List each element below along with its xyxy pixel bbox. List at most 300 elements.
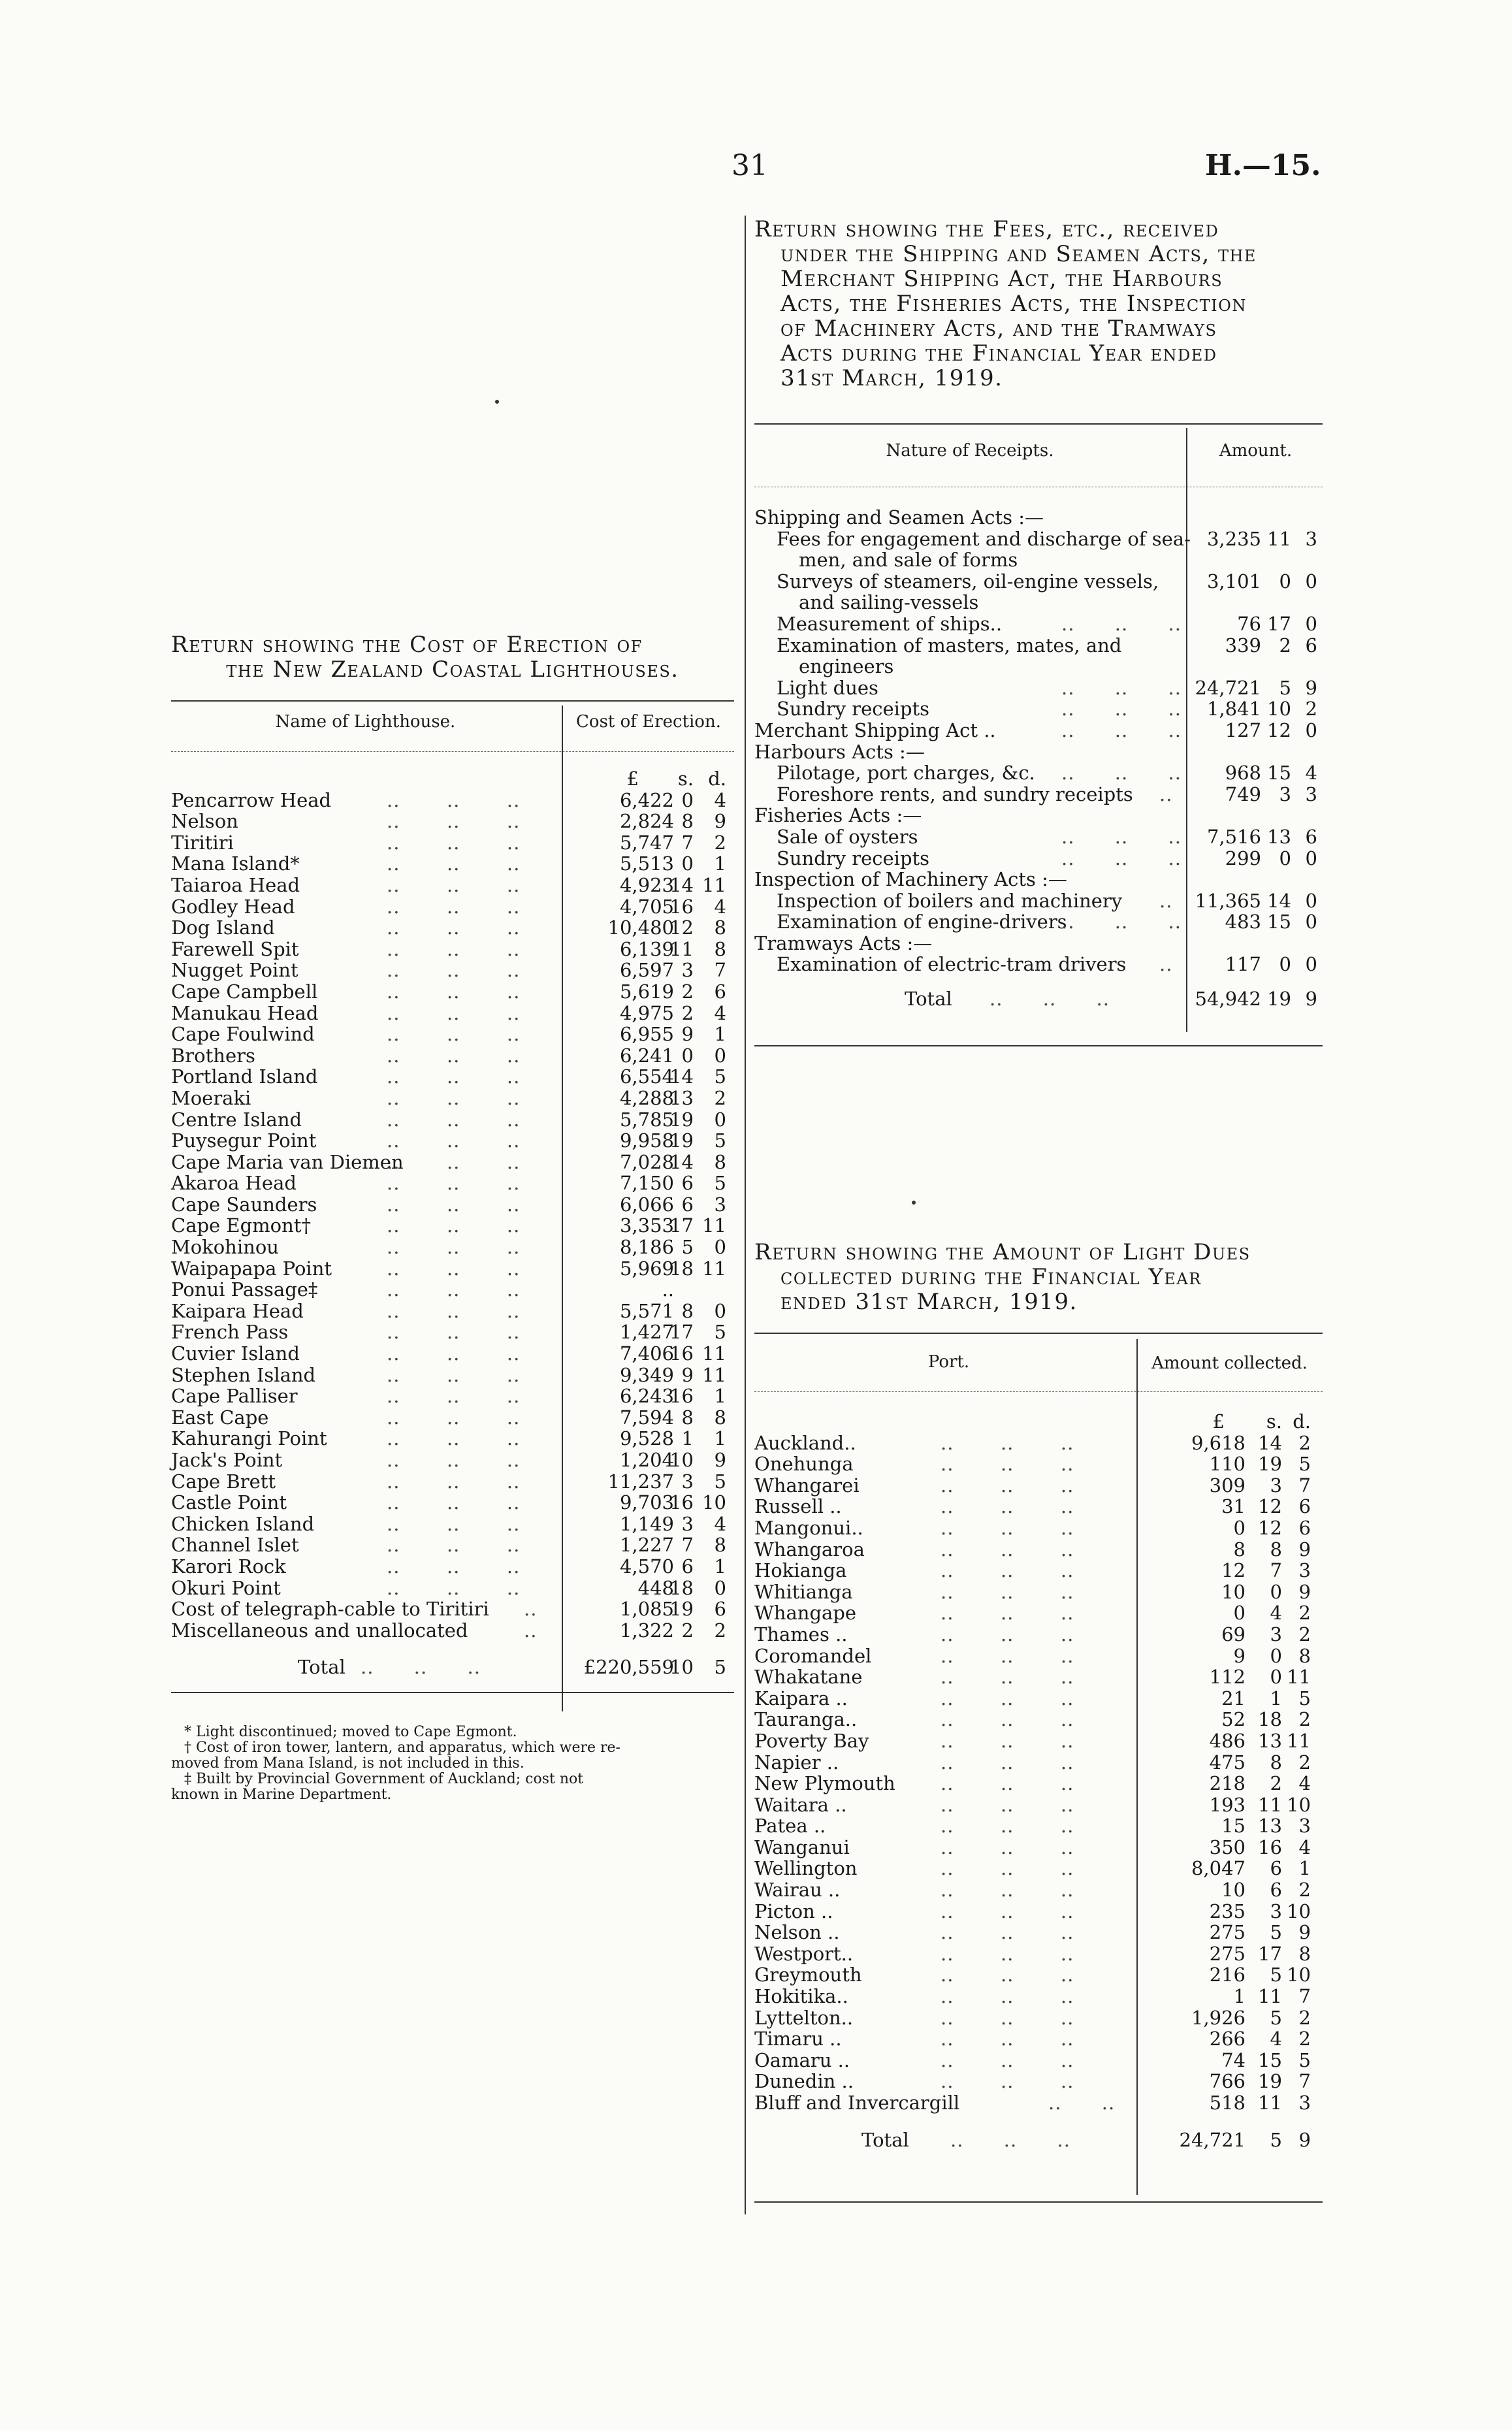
pounds-cell: 11,365 xyxy=(1195,889,1261,912)
table-row: Moeraki .. .. .. 4,288 13 2 xyxy=(171,1086,726,1109)
pounds-cell: 266 xyxy=(1209,2028,1246,2050)
pence-cell: 5 xyxy=(1298,2049,1311,2071)
table-row: Kaipara Head .. .. .. 5,571 8 0 xyxy=(171,1299,726,1322)
pence-cell: 11 xyxy=(1287,1666,1311,1689)
shillings-cell: 0 xyxy=(1270,1644,1282,1667)
pounds-cell: 9,958 xyxy=(619,1129,674,1152)
pounds-cell: 4,705 xyxy=(619,895,674,918)
shillings-cell: 0 xyxy=(681,788,694,811)
scan-speck xyxy=(495,400,499,404)
lighthouse-name: Cape Palliser xyxy=(171,1385,298,1408)
lighthouse-name: Karori Rock xyxy=(171,1555,286,1578)
shillings-cell: 16 xyxy=(669,895,694,918)
shillings-cell: 12 xyxy=(1267,719,1291,741)
lighthouse-name: Dog Island xyxy=(171,916,275,939)
shillings-cell: 6 xyxy=(1270,1857,1282,1880)
table-row: Hokianga .. .. .. 12 7 3 xyxy=(754,1559,1311,1582)
pounds-cell: 448 xyxy=(637,1576,674,1599)
port-name: Picton .. xyxy=(754,1900,833,1922)
table-row: Cape Saunders .. .. .. 6,066 6 3 xyxy=(171,1193,726,1216)
receipt-description: Examination of engine-drivers xyxy=(777,911,1067,933)
shillings-cell: 11 xyxy=(1258,1793,1282,1816)
pounds-cell: 0 xyxy=(1233,1516,1246,1539)
pounds-cell: 5,619 xyxy=(619,980,674,1003)
port-name: Whangaroa xyxy=(754,1538,865,1561)
shillings-cell: 14 xyxy=(669,1150,694,1173)
shillings-cell: 4 xyxy=(1270,1602,1282,1625)
lighthouse-name: Miscellaneous and unallocated xyxy=(171,1619,468,1642)
pounds-cell: 4,923 xyxy=(619,873,674,896)
pence-cell: 6 xyxy=(1298,1495,1311,1518)
table-row: Dog Island .. .. .. 10,480 12 8 xyxy=(171,916,726,939)
table-row xyxy=(754,869,1323,890)
pence-cell: 2 xyxy=(1298,2028,1311,2050)
table-rule xyxy=(754,1391,1323,1392)
pence-cell: 9 xyxy=(1298,1580,1311,1603)
shillings-cell: 10 xyxy=(669,1449,694,1471)
table-row: Nelson .. .. .. 2,824 8 9 xyxy=(171,810,726,833)
pounds-cell: 193 xyxy=(1209,1793,1246,1816)
pence-cell: 3 xyxy=(1305,527,1317,550)
table-row xyxy=(754,592,1323,613)
port-name: Hokianga xyxy=(754,1559,847,1582)
shillings-cell: 14 xyxy=(669,873,694,896)
pounds-cell: 117 xyxy=(1225,953,1261,976)
lighthouse-name: Moeraki xyxy=(171,1086,251,1109)
table-row: Coromandel .. .. .. 9 0 8 xyxy=(754,1644,1311,1667)
fees-table-title: Return showing the Fees, etc., received under the Shipping and Seamen Acts, the Merchant Shipping Act, the Harbours Acts, the Fisheries Acts, the Inspection of Machinery Acts, and the Tramways Acts during the Financial Year ended 31st March, 1919. xyxy=(754,216,1257,391)
shillings-cell: 3 xyxy=(1270,1623,1282,1645)
shillings-cell: 6 xyxy=(681,1172,694,1195)
table-row: Portland Island .. .. .. 6,554 14 5 xyxy=(171,1065,726,1088)
lighthouse-name: Farewell Spit xyxy=(171,937,299,960)
total-label: Total xyxy=(298,1656,346,1679)
lighthouse-name: Manukau Head xyxy=(171,1001,319,1024)
table-row: Channel Islet .. .. .. 1,227 7 8 xyxy=(171,1534,726,1557)
pounds-cell: 9,703 xyxy=(619,1491,674,1514)
pence-cell: 0 xyxy=(714,1576,726,1599)
pence-cell: 0 xyxy=(1305,847,1317,869)
table-row: Tauranga.. .. .. .. 52 18 2 xyxy=(754,1708,1311,1731)
table-row: Cape Foulwind .. .. .. 6,955 9 1 xyxy=(171,1023,726,1046)
units-row: £ s. d. xyxy=(626,768,726,790)
shillings-cell: 3 xyxy=(1279,783,1291,805)
table-row: Westport.. .. .. .. 275 17 8 xyxy=(754,1942,1311,1965)
table-row: Godley Head .. .. .. 4,705 16 4 xyxy=(171,895,726,918)
shillings-cell: 17 xyxy=(1258,1942,1282,1965)
total-pounds: 54,942 xyxy=(1195,988,1261,1011)
pence-cell: 9 xyxy=(714,810,726,833)
table-row: Manukau Head .. .. .. 4,975 2 4 xyxy=(171,1001,726,1024)
port-name: Whakatane xyxy=(754,1666,863,1689)
pence-cell: 0 xyxy=(1305,953,1317,976)
shillings-cell: 3 xyxy=(681,959,694,982)
lighthouse-name: Waipapapa Point xyxy=(171,1257,332,1280)
table-row: Whitianga .. .. .. 10 0 9 xyxy=(754,1580,1311,1603)
lighthouse-name: French Pass xyxy=(171,1321,289,1344)
table-row: Ponui Passage‡ .. .. .. .. xyxy=(171,1278,674,1301)
lighthouse-name: Castle Point xyxy=(171,1491,287,1514)
pence-cell: 3 xyxy=(1298,1559,1311,1582)
table-row: Mana Island* .. .. .. 5,513 0 1 xyxy=(171,852,726,875)
receipt-description: Sundry receipts xyxy=(777,698,930,721)
lighthouse-name: Nelson xyxy=(171,810,238,833)
pounds-cell: 275 xyxy=(1209,1921,1246,1944)
table-row: Castle Point .. .. .. 9,703 16 10 xyxy=(171,1491,726,1514)
lighthouse-name: Stephen Island xyxy=(171,1363,316,1386)
table-row: Hokitika.. .. .. .. 1 11 7 xyxy=(754,1985,1311,2008)
lighthouse-name: Cape Egmont† xyxy=(171,1214,311,1237)
table-row xyxy=(754,635,1323,656)
shillings-cell: 7 xyxy=(681,831,694,854)
pence-cell: 5 xyxy=(714,1065,726,1088)
lighthouse-name: Ponui Passage‡ xyxy=(171,1278,318,1301)
footnotes xyxy=(171,1725,734,1803)
table-row xyxy=(754,528,1323,550)
pence-cell: 8 xyxy=(714,1406,726,1429)
pounds-cell: 31 xyxy=(1221,1495,1246,1518)
receipt-description: Sundry receipts xyxy=(777,847,930,869)
table-row xyxy=(754,571,1323,592)
shillings-cell: 12 xyxy=(1258,1495,1282,1518)
pence-cell: 2 xyxy=(1298,1708,1311,1731)
shillings-cell: 15 xyxy=(1267,911,1291,933)
table-row: Cuvier Island .. .. .. 7,406 16 11 xyxy=(171,1342,726,1365)
port-name: Onehunga xyxy=(754,1453,854,1476)
pence-cell: 5 xyxy=(714,1129,726,1152)
total-row: Total .. .. .. 24,721 5 9 xyxy=(861,2128,1311,2151)
table-rule xyxy=(754,1045,1323,1046)
receipt-description: Harbours Acts :— xyxy=(754,740,925,763)
table-row: Wairau .. .. .. .. 10 6 2 xyxy=(754,1879,1311,1902)
receipt-description: Tramways Acts :— xyxy=(754,932,933,954)
table-row xyxy=(754,549,1323,571)
shillings-cell: 13 xyxy=(669,1086,694,1109)
total-shillings: 5 xyxy=(1270,2128,1282,2151)
lighthouse-name: Cape Brett xyxy=(171,1470,276,1493)
table-row: Pilotage, port charges, &c. .. .. .. 968 15 4 xyxy=(754,762,1323,784)
port-name: Mangonui.. xyxy=(754,1516,863,1539)
table-row: Miscellaneous and unallocated .. 1,322 2 2 xyxy=(171,1619,726,1642)
shillings-cell: 17 xyxy=(1267,612,1291,635)
pence-cell: 5 xyxy=(714,1172,726,1195)
pence-cell: 11 xyxy=(702,1363,726,1386)
pence-cell: 0 xyxy=(714,1236,726,1259)
table-row: Timaru .. .. .. .. 266 4 2 xyxy=(754,2028,1311,2050)
pounds-cell: 1,204 xyxy=(619,1449,674,1471)
light-dues-table-title: Return showing the Amount of Light Dues collected during the Financial Year ended 31st March, 1919. xyxy=(754,1239,1251,1315)
port-name: Wairau .. xyxy=(754,1879,841,1902)
pounds-cell: 275 xyxy=(1209,1942,1246,1965)
pounds-cell: 7,516 xyxy=(1206,825,1261,848)
pounds-cell: 309 xyxy=(1209,1474,1246,1497)
lighthouse-name: Cape Saunders xyxy=(171,1193,317,1216)
shillings-cell: 0 xyxy=(1270,1580,1282,1603)
lighthouse-name: Mokohinou xyxy=(171,1236,279,1259)
table-row: Picton .. .. .. .. 235 3 10 xyxy=(754,1900,1311,1922)
table-row: Poverty Bay .. .. .. 486 13 11 xyxy=(754,1729,1311,1752)
pence-cell: 2 xyxy=(1298,2006,1311,2029)
shillings-cell: 0 xyxy=(681,1044,694,1067)
pounds-cell: 10,480 xyxy=(607,916,674,939)
pounds-cell: 3,235 xyxy=(1206,527,1261,550)
shillings-cell: 5 xyxy=(1279,676,1291,699)
pence-cell: 2 xyxy=(1298,1431,1311,1454)
pounds-cell: 4,975 xyxy=(619,1001,674,1024)
total-pence: 9 xyxy=(1298,2128,1311,2151)
shillings-cell: 16 xyxy=(669,1385,694,1408)
lighthouse-name: Cape Maria van Diemen xyxy=(171,1150,404,1173)
shillings-cell: 3 xyxy=(681,1512,694,1535)
table-row: Cape Brett .. .. .. 11,237 3 5 xyxy=(171,1470,726,1493)
lighthouse-name: Cost of telegraph-cable to Tiritiri xyxy=(171,1598,489,1621)
receipt-description: Fees for engagement and discharge of sea- xyxy=(777,527,1191,550)
shillings-cell: 19 xyxy=(1258,1453,1282,1476)
pence-cell: 1 xyxy=(714,1385,726,1408)
shillings-cell: 10 xyxy=(1267,698,1291,721)
pence-cell: 5 xyxy=(714,1470,726,1493)
pounds-cell: 7,594 xyxy=(619,1406,674,1429)
shillings-cell: 12 xyxy=(669,916,694,939)
pounds-cell: 2,824 xyxy=(619,810,674,833)
pounds-cell: 766 xyxy=(1209,2070,1246,2093)
port-name: Tauranga.. xyxy=(754,1708,858,1731)
lighthouse-name: Channel Islet xyxy=(171,1534,299,1557)
pounds-cell: 486 xyxy=(1209,1729,1246,1752)
pounds-cell: 9,349 xyxy=(619,1363,674,1386)
pence-cell: 6 xyxy=(1305,634,1317,656)
total-shillings: 10 xyxy=(669,1656,694,1679)
receipt-description: Examination of electric-tram drivers xyxy=(777,953,1127,976)
pounds-cell: 6,554 xyxy=(619,1065,674,1088)
table-row: Pencarrow Head .. .. .. 6,422 0 4 xyxy=(171,788,726,811)
pence-cell: 1 xyxy=(714,1427,726,1450)
col-header-nature: Nature of Receipts. xyxy=(886,441,1054,461)
pence-cell: 11 xyxy=(702,1214,726,1237)
shillings-cell: 15 xyxy=(1258,2049,1282,2071)
shillings-cell: 19 xyxy=(669,1108,694,1131)
pence-cell: 4 xyxy=(714,1001,726,1024)
footnote: * Light discontinued; moved to Cape Egmont. xyxy=(184,1724,517,1740)
pence-cell: 3 xyxy=(1298,1815,1311,1838)
pounds-cell: 5,571 xyxy=(619,1299,674,1322)
table-row: Whakatane .. .. .. 112 0 11 xyxy=(754,1666,1311,1689)
pence-cell: 0 xyxy=(1305,911,1317,933)
pence-cell: 2 xyxy=(1305,698,1317,721)
table-row: Centre Island .. .. .. 5,785 19 0 xyxy=(171,1108,726,1131)
lighthouse-table xyxy=(171,768,734,1678)
pence-cell: 4 xyxy=(1298,1772,1311,1795)
pence-cell: 8 xyxy=(714,937,726,960)
pence-cell: 7 xyxy=(1298,1474,1311,1497)
page-number: 31 xyxy=(732,149,768,182)
pounds-cell: 5,969 xyxy=(619,1257,674,1280)
pounds-cell: 6,243 xyxy=(619,1385,674,1408)
shillings-cell: 8 xyxy=(1270,1751,1282,1774)
table-row: Cape Maria van Diemen .. .. .. 7,028 14 8 xyxy=(171,1150,726,1173)
pence-cell: 4 xyxy=(714,788,726,811)
lighthouse-name: Akaroa Head xyxy=(171,1172,297,1195)
port-name: Dunedin .. xyxy=(754,2070,854,2093)
lighthouse-name: Tiritiri xyxy=(171,831,234,854)
table-row: French Pass .. .. .. 1,427 17 5 xyxy=(171,1321,726,1344)
col-header-port: Port. xyxy=(927,1352,970,1372)
table-row: Examination of electric-tram drivers .. 117 0 0 xyxy=(754,954,1323,975)
pence-cell: 8 xyxy=(714,1150,726,1173)
port-name: Poverty Bay xyxy=(754,1729,869,1752)
pounds-cell: 110 xyxy=(1209,1453,1246,1476)
shillings-cell: 3 xyxy=(1270,1474,1282,1497)
pence-cell: 0 xyxy=(1305,719,1317,741)
pounds-cell: 1,227 xyxy=(619,1534,674,1557)
pounds-cell: 749 xyxy=(1225,783,1261,805)
lighthouse-name: East Cape xyxy=(171,1406,269,1429)
pounds-cell: 518 xyxy=(1209,2092,1246,2114)
units-row: £ s. d. xyxy=(1212,1410,1311,1433)
footnote: known in Marine Department. xyxy=(171,1787,392,1803)
shillings-cell: 17 xyxy=(669,1214,694,1237)
pounds-cell: 6,422 xyxy=(619,788,674,811)
table-row: Wellington .. .. .. 8,047 6 1 xyxy=(754,1857,1311,1880)
col-header-amount: Amount. xyxy=(1219,441,1293,461)
pounds-cell: 235 xyxy=(1209,1900,1246,1922)
pounds-cell: 1,085 xyxy=(619,1598,674,1621)
pence-cell: 11 xyxy=(702,1257,726,1280)
col-header-lighthouse-name: Name of Lighthouse. xyxy=(275,712,456,732)
lighthouse-name: Cape Campbell xyxy=(171,980,318,1003)
table-row: Sale of oysters .. .. .. 7,516 13 6 xyxy=(754,826,1323,848)
total-label: Total xyxy=(905,988,952,1011)
pence-cell: 5 xyxy=(1298,1453,1311,1476)
pounds-cell: 8 xyxy=(1233,1538,1246,1561)
pence-cell: 9 xyxy=(1298,1921,1311,1944)
port-name: Russell .. xyxy=(754,1495,842,1518)
port-name: Whitianga xyxy=(754,1580,853,1603)
shillings-cell: 18 xyxy=(669,1257,694,1280)
shillings-cell: 2 xyxy=(1279,634,1291,656)
table-row: Examination of engine-drivers .. .. .. 483 15 0 xyxy=(754,911,1323,933)
table-row: Light dues .. .. .. 24,721 5 9 xyxy=(754,677,1323,699)
table-row: Inspection of boilers and machinery .. 11,365 14 0 xyxy=(754,890,1323,912)
pounds-cell: 6,066 xyxy=(619,1193,674,1216)
receipt-description: Surveys of steamers, oil-engine vessels, xyxy=(777,570,1159,592)
receipt-description: Foreshore rents, and sundry receipts xyxy=(777,783,1133,805)
table-row: Cost of telegraph-cable to Tiritiri .. 1,085 19 6 xyxy=(171,1598,726,1621)
pence-cell: 5 xyxy=(714,1321,726,1344)
table-row: Oamaru .. .. .. .. 74 15 5 xyxy=(754,2049,1311,2071)
pounds-cell: 7,028 xyxy=(619,1150,674,1173)
port-name: Waitara .. xyxy=(754,1793,847,1816)
pence-cell: 11 xyxy=(1287,1729,1311,1752)
shillings-cell: 2 xyxy=(681,980,694,1003)
pounds-cell: 10 xyxy=(1221,1879,1246,1902)
pounds-cell: 339 xyxy=(1225,634,1261,656)
pounds-cell: 1,841 xyxy=(1206,698,1261,721)
table-rule xyxy=(754,2201,1323,2203)
table-row: Waipapapa Point .. .. .. 5,969 18 11 xyxy=(171,1257,726,1280)
pounds-cell: 6,955 xyxy=(619,1023,674,1046)
pence-cell: 6 xyxy=(714,980,726,1003)
shillings-cell: 0 xyxy=(1279,570,1291,592)
shillings-cell: 11 xyxy=(1258,2092,1282,2114)
shillings-cell: 7 xyxy=(681,1534,694,1557)
shillings-cell: 13 xyxy=(1258,1729,1282,1752)
pounds-cell: 1,149 xyxy=(619,1512,674,1535)
table-row: Nelson .. .. .. .. 275 5 9 xyxy=(754,1921,1311,1944)
port-name: Napier .. xyxy=(754,1751,839,1774)
shillings-cell: 9 xyxy=(681,1363,694,1386)
pounds-cell: 4,288 xyxy=(619,1086,674,1109)
table-rule xyxy=(754,1333,1323,1334)
table-row: Cape Campbell .. .. .. 5,619 2 6 xyxy=(171,980,726,1003)
shillings-cell: 7 xyxy=(1270,1559,1282,1582)
port-name: Nelson .. xyxy=(754,1921,840,1944)
pounds-cell: 10 xyxy=(1221,1580,1246,1603)
pounds-cell: 216 xyxy=(1209,1964,1246,1986)
pounds-cell: 4,570 xyxy=(619,1555,674,1578)
shillings-cell: 3 xyxy=(681,1470,694,1493)
table-row: Lyttelton.. .. .. .. 1,926 5 2 xyxy=(754,2006,1311,2029)
table-row: Sundry receipts .. .. .. 299 0 0 xyxy=(754,848,1323,869)
shillings-cell: 11 xyxy=(669,937,694,960)
pounds-cell: 1,322 xyxy=(619,1619,674,1642)
pounds-cell: 8,186 xyxy=(619,1236,674,1259)
pounds-cell: 350 xyxy=(1209,1836,1246,1858)
port-name: Wanganui xyxy=(754,1836,850,1858)
pence-cell: 2 xyxy=(1298,1751,1311,1774)
table-row: Whangape .. .. .. 0 4 2 xyxy=(754,1602,1311,1625)
pounds-cell: 5,785 xyxy=(619,1108,674,1131)
table-row: Whangaroa .. .. .. 8 8 9 xyxy=(754,1538,1311,1561)
shillings-cell: 6 xyxy=(681,1193,694,1216)
pence-cell: 6 xyxy=(1298,1516,1311,1539)
table-row: Auckland.. .. .. .. 9,618 14 2 xyxy=(754,1431,1311,1454)
table-row: New Plymouth .. .. .. 218 2 4 xyxy=(754,1772,1311,1795)
port-name: Auckland.. xyxy=(754,1431,856,1454)
table-row: Measurement of ships.. .. .. .. 76 17 0 xyxy=(754,613,1323,635)
shillings-cell: 6 xyxy=(1270,1879,1282,1902)
table-row: Puysegur Point .. .. .. 9,958 19 5 xyxy=(171,1129,726,1152)
lighthouse-name: Jack's Point xyxy=(171,1449,283,1471)
table-row xyxy=(754,933,1323,954)
table-row: Foreshore rents, and sundry receipts .. 749 3 3 xyxy=(754,784,1323,805)
table-row: Stephen Island .. .. .. 9,349 9 11 xyxy=(171,1363,726,1386)
table-row: Cape Egmont† .. .. .. 3,353 17 11 xyxy=(171,1214,726,1237)
shillings-cell: 5 xyxy=(1270,2006,1282,2029)
pence-cell: 6 xyxy=(1305,825,1317,848)
pence-cell: 9 xyxy=(1305,676,1317,699)
total-pounds: 24,721 xyxy=(1179,2128,1246,2151)
pence-cell: 1 xyxy=(714,852,726,875)
shillings-cell: 8 xyxy=(681,1406,694,1429)
table-row: Waitara .. .. .. .. 193 11 10 xyxy=(754,1793,1311,1816)
port-name: Whangape xyxy=(754,1602,857,1625)
lighthouse-name: Pencarrow Head xyxy=(171,788,332,811)
port-name: Hokitika.. xyxy=(754,1985,848,2008)
table-row: Farewell Spit .. .. .. 6,139 11 8 xyxy=(171,937,726,960)
receipt-description: Merchant Shipping Act .. xyxy=(754,719,996,741)
shillings-cell: 11 xyxy=(1267,527,1291,550)
pence-cell: 0 xyxy=(714,1108,726,1131)
port-name: Wellington xyxy=(754,1857,858,1880)
pounds-cell: 9,618 xyxy=(1191,1431,1246,1454)
shillings-cell: 1 xyxy=(681,1427,694,1450)
pounds-cell: 1,427 xyxy=(619,1321,674,1344)
pence-cell: 2 xyxy=(1298,1602,1311,1625)
pounds-cell: 5,513 xyxy=(619,852,674,875)
shillings-cell: 6 xyxy=(681,1555,694,1578)
pence-cell: 6 xyxy=(714,1598,726,1621)
